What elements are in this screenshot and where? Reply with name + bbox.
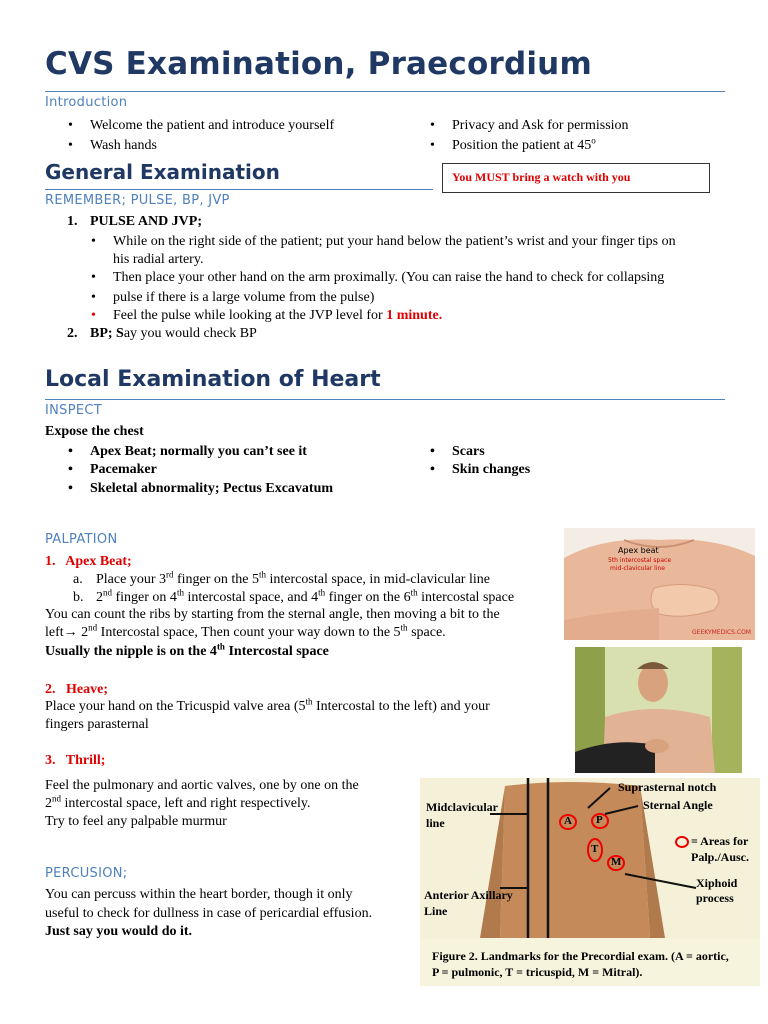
figure-caption-2: P = pulmonic, T = tricuspid, M = Mitral).: [432, 965, 643, 979]
item1-number: 1.: [67, 214, 78, 229]
one-minute: 1 minute.: [386, 308, 443, 323]
general-rule: [45, 189, 433, 190]
title-rule: [45, 91, 725, 92]
thrill-line1: Feel the pulmonary and aortic valves, one by one on the: [45, 778, 359, 793]
label-process: process: [696, 891, 734, 905]
percussion-line1: You can percuss within the heart border, though it only: [45, 887, 353, 902]
percussion-heading: PERCUSION;: [45, 866, 128, 881]
local-heading: Local Examination of Heart: [45, 367, 381, 392]
label-sternal-angle: Sternal Angle: [643, 798, 713, 812]
apex-beat-illustration: [564, 528, 755, 640]
marker-p: P: [596, 814, 603, 826]
heave-sup: th: [305, 696, 313, 707]
item2-bold: BP; S: [90, 326, 124, 341]
a-sup2: th: [259, 569, 267, 580]
label-suprasternal: Suprasternal notch: [618, 780, 717, 794]
degree-mark: o: [591, 135, 596, 146]
thrill-line2: [45, 795, 310, 813]
pulse-bullet-4: [113, 307, 442, 325]
label-anterior-line: Line: [424, 904, 448, 918]
thrill-post: intercostal space, left and right respectively.: [61, 796, 311, 811]
expose-chest: Expose the chest: [45, 424, 144, 439]
inspect-pacemaker: • Pacemaker: [90, 461, 157, 479]
label-midclavicular: Midclavicular: [426, 800, 498, 814]
item1-title: PULSE AND JVP;: [90, 214, 203, 229]
inspect-scars: • Scars: [452, 443, 485, 461]
thrill-line3: Try to feel any palpable murmur: [45, 814, 227, 829]
inspect-skin: • Skin changes: [452, 461, 530, 479]
apex-b-label: b.: [73, 590, 84, 605]
count-sup1: nd: [88, 622, 98, 633]
count-pre: left: [45, 625, 64, 640]
legend-areas: = Areas for: [691, 834, 749, 848]
apex-photo-sub2: mid-clavicular line: [610, 565, 665, 572]
intro-item-wash: • Wash hands: [90, 137, 157, 155]
count-ribs-line2: [45, 624, 446, 642]
label-xiphoid: Xiphoid: [696, 876, 738, 890]
watch-note-box: [442, 163, 710, 193]
intro-item-welcome: • Welcome the patient and introduce yourself: [90, 117, 334, 135]
b-mid2: intercostal space, and 4: [183, 590, 319, 605]
nipple-note: [45, 643, 329, 661]
thrill-title: 3. Thrill;: [45, 753, 106, 768]
label-midclavicular-line: line: [426, 816, 445, 830]
apex-photo-sub1: 5th intercostal space: [608, 557, 672, 564]
percussion-line3: Just say you would do it.: [45, 924, 193, 939]
a-mid: finger on the 5: [173, 572, 260, 587]
item2-number: 2.: [67, 326, 78, 341]
nipple-pre: Usually the nipple is on the 4: [45, 644, 217, 659]
heave-pre: Place your hand on the Tricuspid valve area (5: [45, 699, 306, 714]
count-sup2: th: [400, 622, 408, 633]
b-post: intercostal space: [417, 590, 515, 605]
a-pre: Place your 3: [96, 572, 166, 587]
percussion-line2: useful to check for dullness in case of pericardial effusion.: [45, 906, 373, 921]
palpation-heading: PALPATION: [45, 532, 118, 547]
pulse-bullet-1: • While on the right side of the patient; put your hand below the patient’s wrist and your finger tips on: [113, 233, 676, 251]
b-sup3: th: [318, 587, 326, 598]
item2-rest: ay you would check BP: [123, 326, 257, 341]
inspect-skeletal: • Skeletal abnormality; Pectus Excavatum: [90, 480, 333, 498]
apex-a-text: [96, 571, 490, 589]
apex-beat-title: 1. Apex Beat;: [45, 554, 132, 569]
a-sup1: rd: [165, 569, 174, 580]
thrill-sup: nd: [52, 793, 61, 804]
intro-heading: Introduction: [45, 95, 128, 110]
general-heading: General Examination: [45, 160, 280, 184]
a-post: intercostal space, in mid-clavicular line: [266, 572, 490, 587]
intro-item-position: [452, 137, 596, 155]
landmarks-figure: [420, 778, 760, 986]
inspect-heading: INSPECT: [45, 403, 102, 418]
inspect-apex: • Apex Beat; normally you can’t see it: [90, 443, 307, 461]
apex-photo-label: Apex beat: [618, 546, 659, 555]
pulse-bullet-4-text: Feel the pulse while looking at the JVP level for: [113, 308, 387, 323]
pulse-bullet-3: • pulse if there is a large volume from the pulse): [113, 289, 374, 307]
arrow-icon: →: [63, 625, 78, 640]
item2-bp: [90, 325, 257, 343]
marker-m: M: [611, 856, 622, 868]
nipple-sup: th: [216, 641, 225, 652]
watch-note: You MUST bring a watch with you: [452, 170, 631, 184]
local-rule: [45, 399, 725, 400]
intro-item-privacy: • Privacy and Ask for permission: [452, 117, 629, 135]
position-text: Position the patient at 45: [452, 138, 592, 153]
heave-post: Intercostal to the left) and your: [312, 699, 490, 714]
figure-caption-1: Figure 2. Landmarks for the Precordial exam. (A = aortic,: [432, 949, 729, 963]
heave-line2: fingers parasternal: [45, 717, 149, 732]
pulse-bullet-2: • Then place your other hand on the arm proximally. (You can raise the hand to check for collapsing: [113, 269, 664, 287]
heave-line1: [45, 698, 490, 716]
apex-beat-photo: [564, 528, 755, 640]
count-mid: 2: [77, 625, 89, 640]
b-mid1: finger on 4: [112, 590, 177, 605]
nipple-post: Intercostal space: [224, 644, 329, 659]
marker-a: A: [564, 815, 572, 827]
page-title: CVS Examination, Praecordium: [45, 46, 592, 82]
b-sup4: th: [410, 587, 418, 598]
marker-t: T: [591, 843, 599, 855]
heave-photo: [575, 647, 742, 773]
count-post: space.: [407, 625, 446, 640]
b-mid3: finger on the 6: [325, 590, 411, 605]
b-sup2: th: [176, 587, 184, 598]
apex-b-text: [96, 589, 514, 607]
legend-palp: Palp./Ausc.: [691, 850, 750, 864]
b-pre: 2: [96, 590, 103, 605]
remember-subheading: REMEMBER; PULSE, BP, JVP: [45, 193, 230, 208]
pulse-bullet-1-cont: his radial artery.: [113, 252, 204, 267]
heave-illustration: [575, 647, 742, 773]
apex-a-label: a.: [73, 572, 83, 587]
label-anterior-axillary: Anterior Axillary: [424, 888, 513, 902]
count-mid2: Intercostal space, Then count your way down to the 5: [97, 625, 401, 640]
count-ribs-line1: You can count the ribs by starting from the sternal angle, then moving a bit to the: [45, 607, 500, 622]
thrill-pre: 2: [45, 796, 52, 811]
b-sup1: nd: [103, 587, 112, 598]
heave-title: 2. Heave;: [45, 682, 108, 697]
photo-watermark: GEEKYMEDICS.COM: [692, 629, 751, 636]
